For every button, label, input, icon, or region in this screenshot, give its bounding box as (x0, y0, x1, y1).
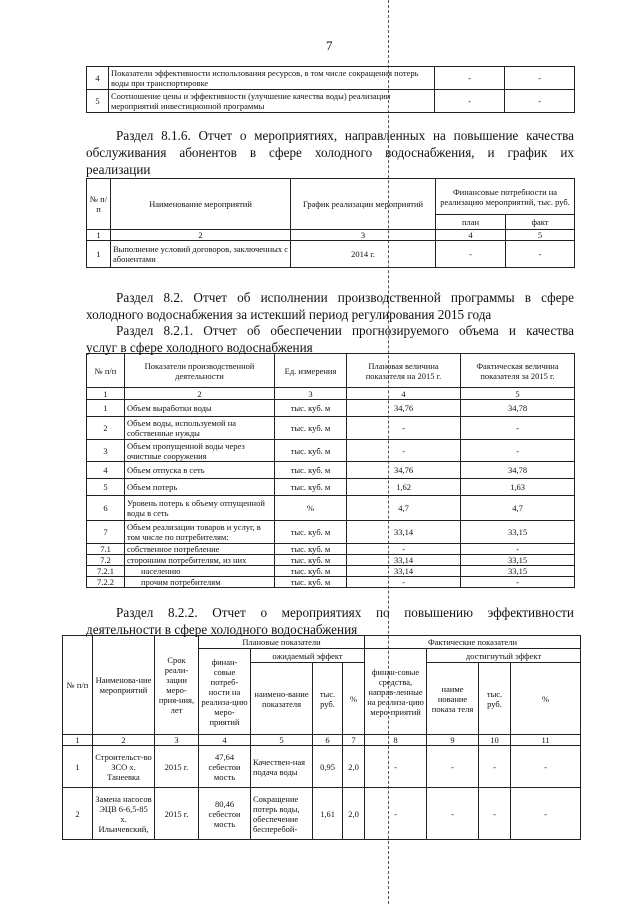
row-number: 6 (87, 496, 125, 521)
heading-line: деятельности в сфере холодного водоснабжения (86, 622, 358, 637)
percent-value: 2,0 (343, 788, 365, 840)
achieved-name-value: - (427, 788, 479, 840)
efficiency-measures-table (62, 635, 581, 840)
percent-value: 2,0 (343, 746, 365, 788)
table-row (63, 788, 581, 840)
unit-value: тыс. куб. м (275, 440, 347, 462)
indicator-name: Уровень потерь к объему отпущенной воды в сеть (125, 496, 275, 521)
measure-name: Строительст-во ЗСО х. Танеевка (93, 746, 155, 788)
row-number: 1 (63, 746, 93, 788)
achieved-rub-value: - (479, 746, 511, 788)
table-row (87, 544, 575, 555)
fact-value: - (506, 241, 575, 268)
plan-value: 1,62 (347, 479, 461, 496)
header-rub: тыс. руб. (313, 663, 343, 735)
heading-line: реализации (86, 162, 151, 177)
heading-line: Раздел 8.2.1. Отчет об обеспечении прогнозируемого объема и качества (116, 323, 574, 338)
fact-value: 1,63 (461, 479, 575, 496)
indicator-name: Показатели эффективности использования ресурсов, в том числе сокращения потерь воды при транспортировке (109, 67, 435, 90)
column-index: 2 (111, 230, 291, 241)
header-fact: факт (506, 215, 575, 230)
header-percent: % (343, 663, 365, 735)
measure-name: Выполнение условий договоров, заключенных с абонентами (111, 241, 291, 268)
value-cell: - (505, 67, 575, 90)
column-index: 7 (343, 735, 365, 746)
header-achieved-effect: достигнутый эффект (427, 649, 581, 663)
header-achieved-rub: тыс. руб. (479, 663, 511, 735)
table-row (87, 577, 575, 588)
table-row (87, 555, 575, 566)
header-financial-funds: финан-совые средства, направ-ленные на реализа-цию меро-приятий (365, 649, 427, 735)
header-plan: план (436, 215, 506, 230)
table-row (87, 90, 575, 113)
indicator-name: Качествен-ная подача воды (251, 746, 313, 788)
unit-value: тыс. куб. м (275, 400, 347, 417)
table-row (87, 521, 575, 544)
measure-name: Замена насосов ЭЦВ 6-6,5-85 х. Ильичевский, (93, 788, 155, 840)
plan-value: 34,76 (347, 462, 461, 479)
unit-value: тыс. куб. м (275, 555, 347, 566)
rub-value: 1,61 (313, 788, 343, 840)
column-index: 4 (347, 388, 461, 400)
table-row (87, 417, 575, 440)
plan-value: - (347, 440, 461, 462)
column-index: 9 (427, 735, 479, 746)
header-achieved-percent: % (511, 663, 581, 735)
plan-value: 34,76 (347, 400, 461, 417)
header-unit: Ед. измерения (275, 354, 347, 388)
schedule-value: 2014 г. (291, 241, 436, 268)
row-number: 5 (87, 90, 109, 113)
fact-value: - (461, 577, 575, 588)
indicator-name: сторонним потребителям, из них (125, 555, 275, 566)
row-number: 4 (87, 67, 109, 90)
fact-value: - (461, 440, 575, 462)
unit-value: тыс. куб. м (275, 577, 347, 588)
unit-value: тыс. куб. м (275, 479, 347, 496)
header-indicator: Показатели производственной деятельности (125, 354, 275, 388)
header-indicator-name: наимено-вание показателя (251, 663, 313, 735)
header-schedule: График реализации мероприятий (291, 179, 436, 230)
indicators-table-continuation (86, 66, 575, 113)
actual-funds-value: - (365, 746, 427, 788)
achieved-rub-value: - (479, 788, 511, 840)
heading-line: Раздел 8.2. Отчет об исполнении производственной программы в сфере (116, 290, 574, 305)
column-index: 5 (461, 388, 575, 400)
unit-value: тыс. куб. м (275, 462, 347, 479)
header-number: № п/п (63, 636, 93, 735)
indicator-name: прочим потребителям (125, 577, 275, 588)
heading-line: Раздел 8.1.6. Отчет о мероприятиях, направленных на повышение качества (116, 128, 574, 143)
header-number: № п/п (87, 354, 125, 388)
value-cell: - (435, 90, 505, 113)
fact-value: - (461, 417, 575, 440)
column-index: 2 (93, 735, 155, 746)
financial-need-value: 80,46 себестои мость (199, 788, 251, 840)
section-8-2-2-heading (86, 604, 574, 638)
unit-value: тыс. куб. м (275, 417, 347, 440)
heading-line: холодного водоснабжения за истекший период регулирования 2015 года (86, 307, 492, 322)
row-number: 7 (87, 521, 125, 544)
indicator-name: Объем потерь (125, 479, 275, 496)
plan-value: 33,14 (347, 521, 461, 544)
index-row (87, 230, 575, 241)
column-index: 5 (251, 735, 313, 746)
row-number: 7.2.1 (87, 566, 125, 577)
customer-service-measures-table (86, 178, 575, 268)
actual-funds-value: - (365, 788, 427, 840)
column-index: 2 (125, 388, 275, 400)
plan-value: - (347, 577, 461, 588)
table-row (63, 746, 581, 788)
table-row (87, 462, 575, 479)
table-row (87, 496, 575, 521)
financial-need-value: 47,64 себестои мость (199, 746, 251, 788)
column-index: 1 (63, 735, 93, 746)
header-expected-effect: ожидаемый эффект (251, 649, 365, 663)
value-cell: - (505, 90, 575, 113)
table-row (87, 67, 575, 90)
header-measure-name: Наименование мероприятий (111, 179, 291, 230)
fact-value: 33,15 (461, 566, 575, 577)
indicator-name: собственное потребление (125, 544, 275, 555)
column-index: 6 (313, 735, 343, 746)
column-index: 1 (87, 388, 125, 400)
column-index: 3 (291, 230, 436, 241)
unit-value: % (275, 496, 347, 521)
row-number: 5 (87, 479, 125, 496)
plan-value: - (347, 417, 461, 440)
header-achieved-name: наиме нование показа теля (427, 663, 479, 735)
indicator-name: Сокращение потерь воды, обеспечение бесперебой- (251, 788, 313, 840)
plan-value: 33,14 (347, 555, 461, 566)
column-index: 10 (479, 735, 511, 746)
page-number: 7 (326, 38, 333, 53)
fact-value: 4,7 (461, 496, 575, 521)
section-8-1-6-heading (86, 127, 574, 178)
row-number: 7.2 (87, 555, 125, 566)
indicator-name: Объем отпуска в сеть (125, 462, 275, 479)
achieved-percent-value: - (511, 788, 581, 840)
index-row (63, 735, 581, 746)
header-measure-name: Наименова-ние мероприятий (93, 636, 155, 735)
indicator-name: Объем воды, используемой на собственные нужды (125, 417, 275, 440)
row-number: 1 (87, 400, 125, 417)
production-volume-table (86, 353, 575, 588)
rub-value: 0,95 (313, 746, 343, 788)
fact-value: 33,15 (461, 555, 575, 566)
header-period: Срок реали-зации меро-прия-ния, лет (155, 636, 199, 735)
indicator-name: Объем выработки воды (125, 400, 275, 417)
index-row (87, 388, 575, 400)
column-index: 5 (506, 230, 575, 241)
header-fact: Фактическая величина показателя за 2015 г. (461, 354, 575, 388)
header-actual: Фактические показатели (365, 636, 581, 649)
indicator-name: Объем пропущенной воды через очистные сооружения (125, 440, 275, 462)
period-value: 2015 г. (155, 788, 199, 840)
column-index: 4 (199, 735, 251, 746)
table-row (87, 479, 575, 496)
section-8-2-1-heading (86, 322, 574, 356)
unit-value: тыс. куб. м (275, 521, 347, 544)
plan-value: - (436, 241, 506, 268)
table-row (87, 440, 575, 462)
row-number: 4 (87, 462, 125, 479)
header-financial-needs: Финансовые потребности на реализацию мероприятий, тыс. руб. (436, 179, 575, 215)
row-number: 7.1 (87, 544, 125, 555)
table-row (87, 241, 575, 268)
indicator-name: Объем реализации товаров и услуг, в том числе по потребителям: (125, 521, 275, 544)
unit-value: тыс. куб. м (275, 544, 347, 555)
achieved-percent-value: - (511, 746, 581, 788)
column-index: 4 (436, 230, 506, 241)
heading-line: Раздел 8.2.2. Отчет о мероприятиях по повышению эффективности (116, 605, 574, 620)
table-row (87, 566, 575, 577)
row-number: 3 (87, 440, 125, 462)
table-row (87, 400, 575, 417)
heading-line: обслуживания абонентов в сфере холодного водоснабжения, и график их (86, 145, 574, 160)
period-value: 2015 г. (155, 746, 199, 788)
indicator-name: населению (125, 566, 275, 577)
plan-value: - (347, 544, 461, 555)
column-index: 3 (275, 388, 347, 400)
fact-value: 33,15 (461, 521, 575, 544)
plan-value: 33,14 (347, 566, 461, 577)
column-index: 8 (365, 735, 427, 746)
unit-value: тыс. куб. м (275, 566, 347, 577)
header-number: № п/п (87, 179, 111, 230)
header-planned: Плановые показатели (199, 636, 365, 649)
heading-line: услуг в сфере холодного водоснабжения (86, 340, 313, 355)
achieved-name-value: - (427, 746, 479, 788)
value-cell: - (435, 67, 505, 90)
section-8-2-heading (86, 289, 574, 323)
row-number: 2 (87, 417, 125, 440)
fact-value: 34,78 (461, 462, 575, 479)
row-number: 7.2.2 (87, 577, 125, 588)
plan-value: 4,7 (347, 496, 461, 521)
header-plan: Плановая величина показателя на 2015 г. (347, 354, 461, 388)
fact-value: 34,78 (461, 400, 575, 417)
fact-value: - (461, 544, 575, 555)
column-index: 1 (87, 230, 111, 241)
row-number: 1 (87, 241, 111, 268)
column-index: 11 (511, 735, 581, 746)
row-number: 2 (63, 788, 93, 840)
indicator-name: Соотношение цены и эффективности (улучшение качества воды) реализации мероприятий инвестиционной программы (109, 90, 435, 113)
column-index: 3 (155, 735, 199, 746)
header-financial-needs: финан-совые потреб-ности на реализа-цию меро-приятий (199, 649, 251, 735)
